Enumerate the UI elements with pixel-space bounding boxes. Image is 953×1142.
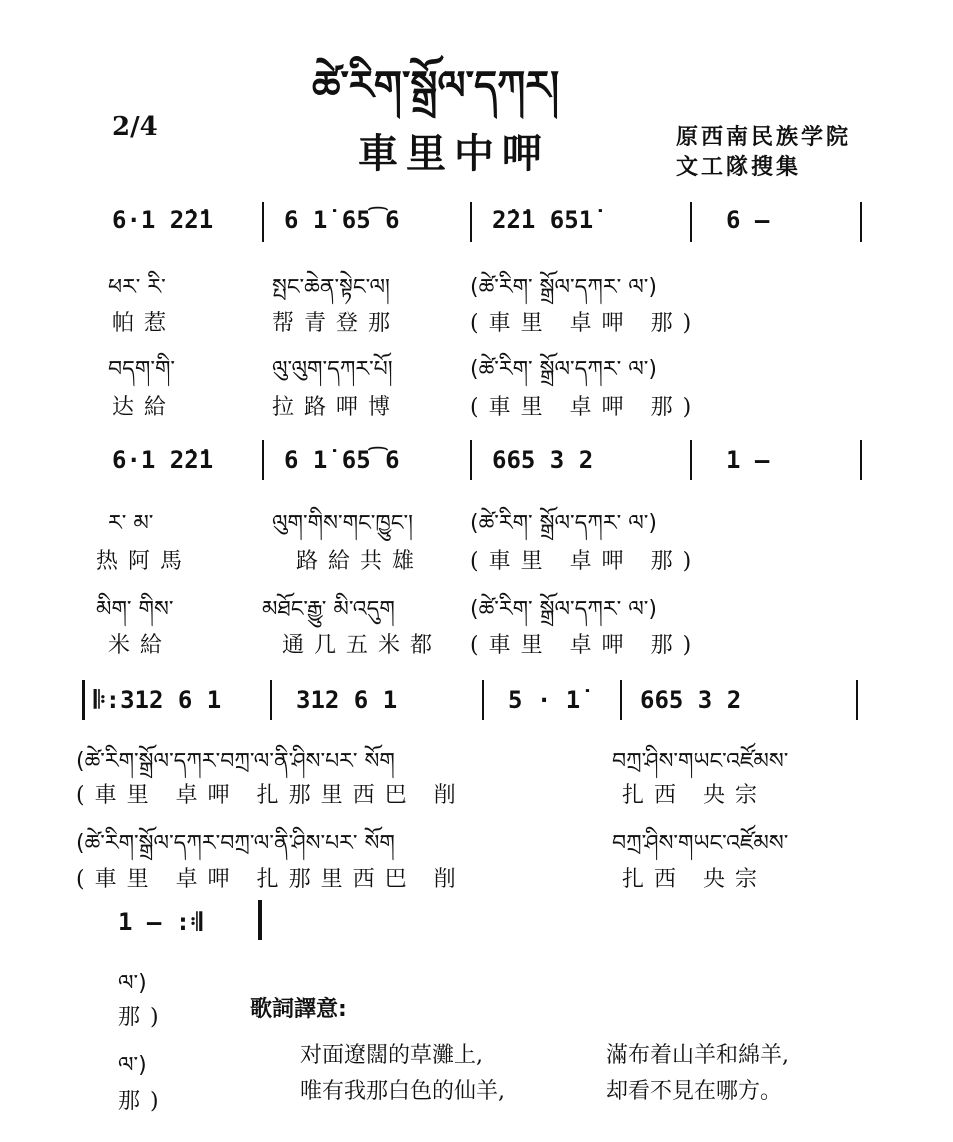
- barline: [470, 440, 472, 480]
- lyric-tibetan-3b-end: བཀྲ་ཤིས་གཡང་འཛོམས་: [612, 831, 789, 856]
- lyric-chinese-2a: 热阿馬: [96, 549, 193, 574]
- measure-3-1: 𝄆:312 6 1: [94, 686, 222, 714]
- ending-lyric-4: 那): [118, 1089, 169, 1114]
- lyric-chinese-1a: 帕惹: [112, 311, 177, 336]
- measure-2-4: 1 —: [726, 446, 770, 474]
- time-signature: 2/4: [112, 112, 158, 142]
- lyric-chinese-2a-mid: 路給共雄: [296, 549, 425, 574]
- barline: [860, 440, 862, 480]
- lyric-tibetan-2b-refrain: (ཚེ་རིག་ སྒྲོལ་དཀར་ ལ་): [470, 597, 657, 622]
- lyric-chinese-1b: 达給: [112, 395, 177, 420]
- lyric-tibetan-2b-mid: མཐོང་རྒྱུ་ མི་འདུག: [262, 597, 395, 622]
- barline: [690, 202, 692, 242]
- measure-3-2: 312 6 1: [296, 686, 398, 714]
- lyric-tibetan-3a: (ཚེ་རིག་སྒྲོལ་དཀར་བཀྲ་ལ་ནི་ཤིས་པར་ སོག: [76, 749, 395, 774]
- lyric-tibetan-1b-refrain: (ཚེ་རིག་ སྒྲོལ་དཀར་ ལ་): [470, 357, 657, 382]
- lyric-tibetan-2a: ར་ མ་: [108, 511, 154, 536]
- lyric-chinese-1b-refrain: (車里 卓呷 那): [470, 395, 702, 420]
- lyric-tibetan-1a-mid: སྤང་ཆེན་སྟེང་ལ།: [272, 275, 390, 300]
- barline: [470, 202, 472, 242]
- translation-line-2a: 唯有我那白色的仙羊,: [300, 1079, 505, 1104]
- lyric-chinese-3a-end: 扎西 央宗: [622, 783, 767, 808]
- barline: [690, 440, 692, 480]
- lyric-tibetan-2a-mid: ལུག་གིས་གང་ཁྱུང་།: [272, 511, 413, 536]
- lyric-chinese-3b-end: 扎西 央宗: [622, 867, 767, 892]
- measure-2-1: 6·1 2̇2̇1: [112, 446, 214, 474]
- ending-lyric-1: ལ་): [118, 971, 147, 996]
- repeat-end-bar: [258, 900, 262, 940]
- translation-line-2b: 却看不見在哪方。: [606, 1079, 783, 1104]
- lyric-chinese-1a-refrain: (車里 卓呷 那): [470, 311, 702, 336]
- measure-1-3: 2̇2̇1 651̇: [492, 206, 594, 234]
- lyric-tibetan-2a-refrain: (ཚེ་རིག་ སྒྲོལ་དཀར་ ལ་): [470, 511, 657, 536]
- lyric-chinese-3b: (車里 卓呷 扎那里西巴 削: [76, 867, 466, 892]
- tibetan-title: ཚེ་རིག་སྒྲོལ་དཀར།: [312, 63, 560, 109]
- barline: [270, 680, 272, 720]
- lyric-chinese-2b: 米給: [108, 633, 173, 658]
- translation-line-1a: 对面遼闊的草灘上,: [300, 1043, 483, 1068]
- measure-2-2: 6 1̇ 65͡6: [284, 446, 400, 474]
- barline: [860, 202, 862, 242]
- measure-2-3: 665 3 2: [492, 446, 594, 474]
- translation-heading: 歌詞譯意:: [250, 997, 347, 1022]
- lyric-chinese-2b-mid: 通几五米都: [282, 633, 443, 658]
- collector-credit: [676, 122, 851, 182]
- measure-1-2: 6 1̇ 65͡6: [284, 206, 400, 234]
- lyric-chinese-3a: (車里 卓呷 扎那里西巴 削: [76, 783, 466, 808]
- barline: [262, 202, 264, 242]
- measure-1-1: 6·1 2̇2̇1: [112, 206, 214, 234]
- measure-3-4: 665 3 2: [640, 686, 742, 714]
- barline: [620, 680, 622, 720]
- lyric-tibetan-1b-mid: ལུ་ལུག་དཀར་པོ།: [272, 357, 393, 382]
- lyric-chinese-1a-mid: 帮青登那: [272, 311, 401, 336]
- lyric-tibetan-1a: ཕར་ རི་: [108, 275, 166, 300]
- lyric-tibetan-2b: མིག་ གིས་: [96, 597, 174, 622]
- barline: [856, 680, 858, 720]
- ending-lyric-3: ལ་): [118, 1053, 147, 1078]
- lyric-tibetan-1b: བདག་གི་: [108, 357, 176, 382]
- credit-line-1: 原西南民族学院: [676, 124, 852, 150]
- lyric-chinese-2b-refrain: (車里 卓呷 那): [470, 633, 702, 658]
- ending-measure: 1 — :𝄇: [118, 908, 202, 936]
- translation-line-1b: 滿布着山羊和綿羊,: [606, 1043, 789, 1068]
- lyric-tibetan-3b: (ཚེ་རིག་སྒྲོལ་དཀར་བཀྲ་ལ་ནི་ཤིས་པར་ སོག: [76, 831, 395, 856]
- lyric-chinese-1b-mid: 拉路呷博: [272, 395, 401, 420]
- song-title: 車里中呷: [358, 130, 550, 177]
- ending-lyric-2: 那): [118, 1005, 169, 1030]
- repeat-start-bar: [82, 680, 85, 720]
- measure-1-4: 6 —: [726, 206, 770, 234]
- measure-3-3: 5 · 1̇: [508, 686, 581, 714]
- credit-line-2: 文工隊搜集: [676, 154, 802, 180]
- barline: [262, 440, 264, 480]
- lyric-chinese-2a-refrain: (車里 卓呷 那): [470, 549, 702, 574]
- lyric-tibetan-3a-end: བཀྲ་ཤིས་གཡང་འཛོམས་: [612, 749, 789, 774]
- lyric-tibetan-1a-refrain: (ཚེ་རིག་ སྒྲོལ་དཀར་ ལ་): [470, 275, 657, 300]
- barline: [482, 680, 484, 720]
